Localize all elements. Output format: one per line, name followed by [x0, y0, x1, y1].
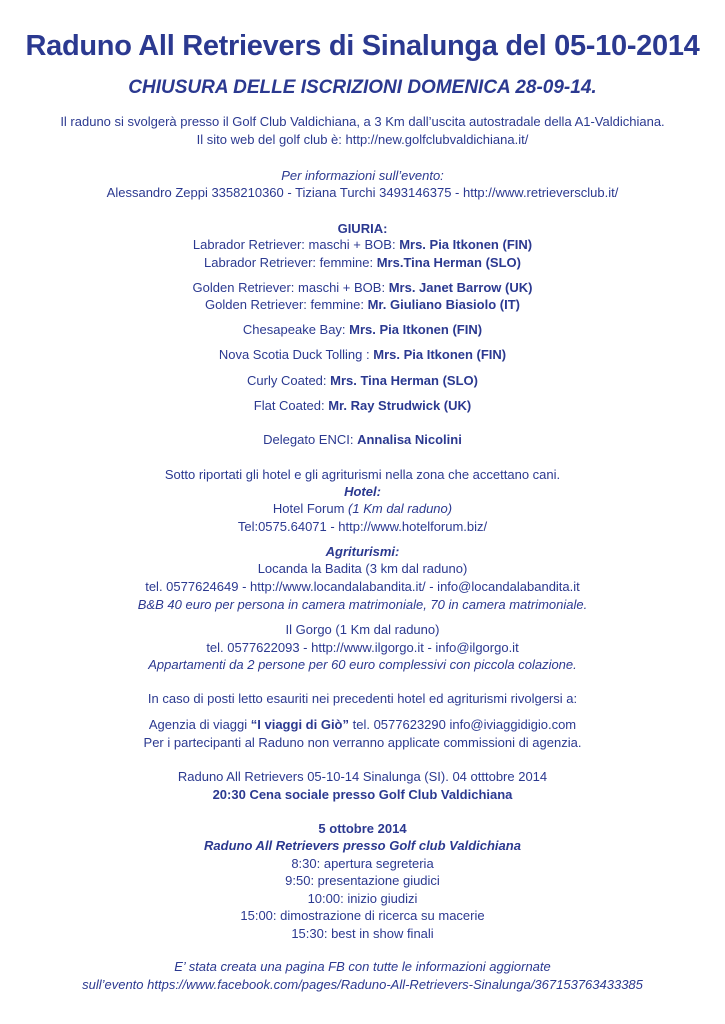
hotel-contact: Tel:0575.64071 - http://www.hotelforum.biz/	[237, 519, 488, 534]
jury-entry	[0, 397, 725, 414]
intro-line: Il raduno si svolgerà presso il Golf Club Valdichiana, a 3 Km dall’uscita autostradale della A1-Valdichiana.	[60, 114, 665, 129]
page-subtitle: CHIUSURA DELLE ISCRIZIONI DOMENICA 28-09-14.	[128, 77, 597, 98]
agency-label: Agenzia di viaggi	[148, 717, 251, 732]
hotel-name-line	[0, 500, 725, 517]
footer-line: E’ stata creata una pagina FB con tutte le informazioni aggiornate	[174, 959, 551, 974]
jury-heading: GIURIA:	[337, 221, 388, 236]
agri1-note: B&B 40 euro per persona in camera matrimoniale, 70 in camera matrimoniale.	[137, 597, 588, 612]
delegate-line	[0, 431, 725, 448]
jury-category: Flat Coated:	[253, 398, 329, 413]
jury-entry	[0, 321, 725, 338]
dinner-line: Raduno All Retrievers 05-10-14 Sinalunga (SI). 04 otttobre 2014	[177, 769, 548, 784]
jury-category: Labrador Retriever: maschi + BOB:	[192, 237, 400, 252]
hotel-heading: Hotel:	[344, 484, 381, 499]
program-item: 10:00: inizio giudizi	[307, 891, 418, 906]
delegate-name: Annalisa Nicolini	[357, 432, 462, 447]
program-item: 8:30: apertura segreteria	[291, 856, 434, 871]
agency-contact: tel. 0577623290 info@iviaggidigio.com	[349, 717, 577, 732]
agency-name: “I viaggi di Giò”	[250, 717, 349, 732]
agency-note: Per i partecipanti al Raduno non verranno applicate commissioni di agenzia.	[143, 735, 582, 750]
agency-line	[0, 716, 725, 733]
jury-entry	[0, 372, 725, 389]
jury-judge: Mrs. Pia Itkonen (FIN)	[399, 237, 533, 252]
jury-judge: Mrs. Janet Barrow (UK)	[388, 280, 533, 295]
jury-entry	[0, 236, 725, 253]
jury-entry	[0, 346, 725, 363]
agri2-name: Il Gorgo (1 Km dal raduno)	[285, 622, 440, 637]
jury-judge: Mrs. Tina Herman (SLO)	[330, 373, 478, 388]
jury-category: Golden Retriever: femmine:	[205, 297, 368, 312]
jury-entry	[0, 296, 725, 313]
info-heading: Per informazioni sull’evento:	[281, 168, 444, 183]
jury-judge: Mrs. Pia Itkonen (FIN)	[349, 322, 483, 337]
jury-category: Curly Coated:	[247, 373, 331, 388]
program-item: 9:50: presentazione giudici	[285, 873, 440, 888]
jury-entry	[0, 279, 725, 296]
agri2-note: Appartamenti da 2 persone per 60 euro complessivi con piccola colazione.	[148, 657, 577, 672]
dinner-event: 20:30 Cena sociale presso Golf Club Valdichiana	[212, 787, 513, 802]
jury-entry	[0, 254, 725, 271]
delegate-label: Delegato ENCI:	[263, 432, 358, 447]
agri1-contact: tel. 0577624649 - http://www.locandalabandita.it/ - info@locandalabandita.it	[145, 579, 580, 594]
agri-heading: Agriturismi:	[325, 544, 400, 559]
program-item: 15:30: best in show finali	[291, 926, 434, 941]
jury-category: Labrador Retriever: femmine:	[204, 255, 377, 270]
footer-facebook-link[interactable]: sull’evento https://www.facebook.com/pages/Raduno-All-Retrievers-Sinalunga/367153763433385	[82, 977, 643, 992]
agency-intro: In caso di posti letto esauriti nei precedenti hotel ed agriturismi rivolgersi a:	[147, 691, 578, 706]
hotel-name: Hotel Forum	[272, 501, 349, 516]
program-item: 15:00: dimostrazione di ricerca su macerie	[240, 908, 485, 923]
lodging-intro: Sotto riportati gli hotel e gli agriturismi nella zona che accettano cani.	[164, 467, 561, 482]
jury-category: Nova Scotia Duck Tolling :	[218, 347, 374, 362]
page-title: Raduno All Retrievers di Sinalunga del 05-10-2014	[25, 30, 700, 62]
program-title: Raduno All Retrievers presso Golf club Valdichiana	[204, 838, 521, 853]
jury-judge: Mrs.Tina Herman (SLO)	[376, 255, 521, 270]
agri1-name: Locanda la Badita (3 km dal raduno)	[257, 561, 468, 576]
hotel-distance: (1 Km dal raduno)	[348, 501, 453, 516]
jury-category: Chesapeake Bay:	[242, 322, 350, 337]
jury-judge: Mrs. Pia Itkonen (FIN)	[373, 347, 507, 362]
jury-judge: Mr. Ray Strudwick (UK)	[328, 398, 472, 413]
intro-line: Il sito web del golf club è: http://new.golfclubvaldichiana.it/	[196, 132, 529, 147]
agri2-contact: tel. 0577622093 - http://www.ilgorgo.it - info@ilgorgo.it	[206, 640, 519, 655]
jury-judge: Mr. Giuliano Biasiolo (IT)	[367, 297, 520, 312]
program-date: 5 ottobre 2014	[318, 821, 407, 836]
info-contacts: Alessandro Zeppi 3358210360 - Tiziana Turchi 3493146375 - http://www.retrieversclub.it/	[106, 185, 619, 200]
jury-category: Golden Retriever: maschi + BOB:	[192, 280, 389, 295]
